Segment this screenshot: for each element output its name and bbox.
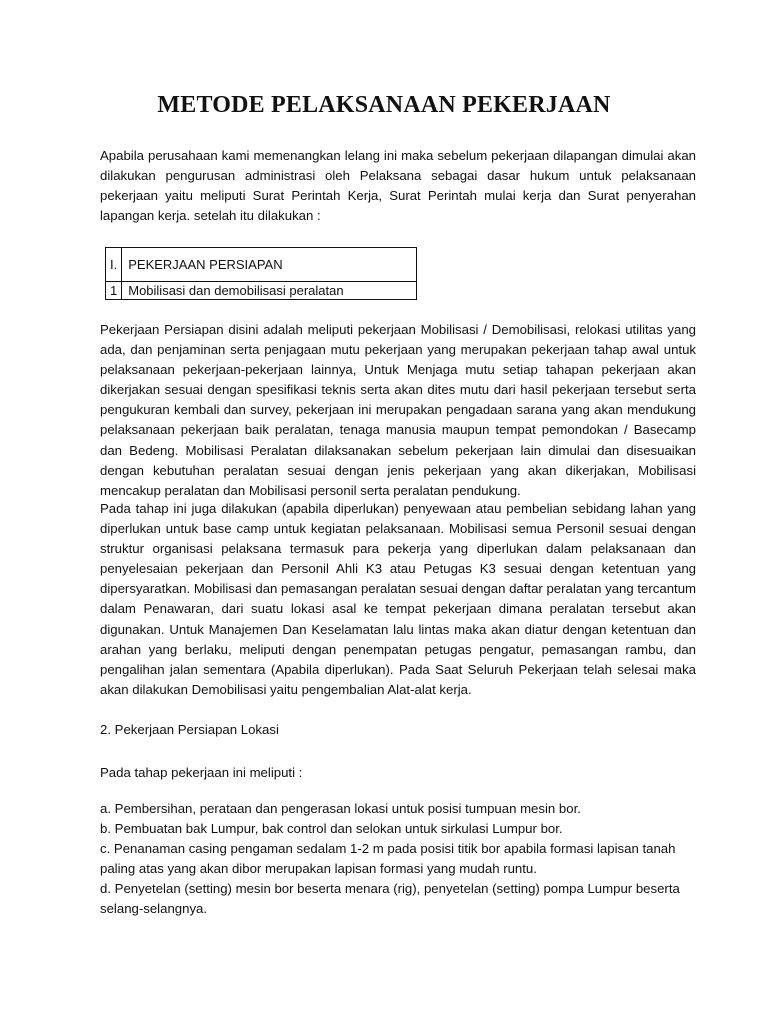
work-item-table	[105, 247, 417, 300]
preparation-paragraph: Pekerjaan Persiapan disini adalah meliputi pekerjaan Mobilisasi / Demobilisasi, relokasi utilitas yang ada, dan penjaminan serta penjagaan mutu pekerjaan yang merupakan pekerjaan tahap awal untuk pelaksanaan pekerjaan-pekerjaan lainnya, Untuk Menjaga mutu setiap tahapan pekerjaan akan dikerjakan sesuai dengan spesifikasi teknis serta akan dites mutu dari hasil pekerjaan tersebut serta pengukuran kembali dan survey, pekerjaan ini merupakan pengadaan sarana yang akan mendukung pelaksanaan pekerjaan baik peralatan, tenaga manusia maupun tempat pemondokan / Basecamp dan Bedeng. Mobilisasi Peralatan dilaksanakan sebelum pekerjaan lain dimulai dan disesuaikan dengan kebutuhan peralatan sesuai dengan jenis pekerjaan yang akan dikerjakan, Mobilisasi mencakup peralatan dan Mobilisasi personil serta peralatan pendukung.	[100, 322, 696, 498]
list-item: d. Penyetelan (setting) mesin bor beserta menara (rig), penyetelan (setting) pompa Lumpur beserta selang-selangnya.	[100, 881, 680, 917]
table-cell-label: PEKERJAAN PERSIAPAN	[122, 248, 417, 282]
mobilization-paragraph: Pada tahap ini juga dilakukan (apabila diperlukan) penyewaan atau pembelian sebidang lahan yang diperlukan untuk base camp untuk kegiatan pelaksanaan. Mobilisasi semua Personil sesuai dengan struktur organisasi pelaksana termasuk para pekerja yang diperlukan dalam pelaksanaan dan penyelesaian pekerjaan dan Personil Ahli K3 atau Petugas K3 sesuai dengan ketentuan yang dipersyaratkan. Mobilisasi dan pemasangan peralatan sesuai dengan daftar peralatan yang tercantum dalam Penawaran, dari suatu lokasi asal ke tempat pekerjaan dimana peralatan tersebut akan digunakan. Untuk Manajemen Dan Keselamatan lalu lintas maka akan diatur dengan ketentuan dan arahan yang berlaku, meliputi dengan penempatan petugas pengatur, pemasangan rambu, dan pengalihan jalan sementara (Apabila diperlukan). Pada Saat Seluruh Pekerjaan telah selesai maka akan dilakukan Demobilisasi yaitu pengembalian Alat-alat kerja.	[100, 501, 697, 697]
list-item: a. Pembersihan, perataan dan pengerasan lokasi untuk posisi tumpuan mesin bor.	[100, 801, 581, 816]
table-cell-number: I.	[106, 248, 122, 282]
list-item: c. Penanaman casing pengaman sedalam 1-2 m pada posisi titik bor apabila formasi lapisan tanah paling atas yang akan dibor merupakan lapisan formasi yang mudah runtu.	[100, 841, 676, 877]
table-cell-number: 1	[106, 282, 122, 300]
intro-paragraph: Apabila perusahaan kami memenangkan lelang ini maka sebelum pekerjaan dilapangan dimulai akan dilakukan pengurusan administrasi oleh Pelaksana sebagai dasar hukum untuk pelaksanaan pekerjaan yaitu meliputi Surat Perintah Kerja, Surat Perintah mulai kerja dan Surat penyerahan lapangan kerja. setelah itu dilakukan :	[100, 148, 696, 224]
work-item-list	[100, 799, 696, 920]
section-heading: 2. Pekerjaan Persiapan Lokasi	[100, 722, 279, 737]
table-row	[106, 282, 417, 300]
list-item: b. Pembuatan bak Lumpur, bak control dan selokan untuk sirkulasi Lumpur bor.	[100, 821, 563, 837]
document-title: METODE PELAKSANAAN PEKERJAAN	[157, 92, 611, 118]
table-row	[106, 248, 417, 282]
table-cell-label: Mobilisasi dan demobilisasi peralatan	[122, 282, 417, 300]
phase-intro: Pada tahap pekerjaan ini meliputi :	[100, 765, 303, 780]
